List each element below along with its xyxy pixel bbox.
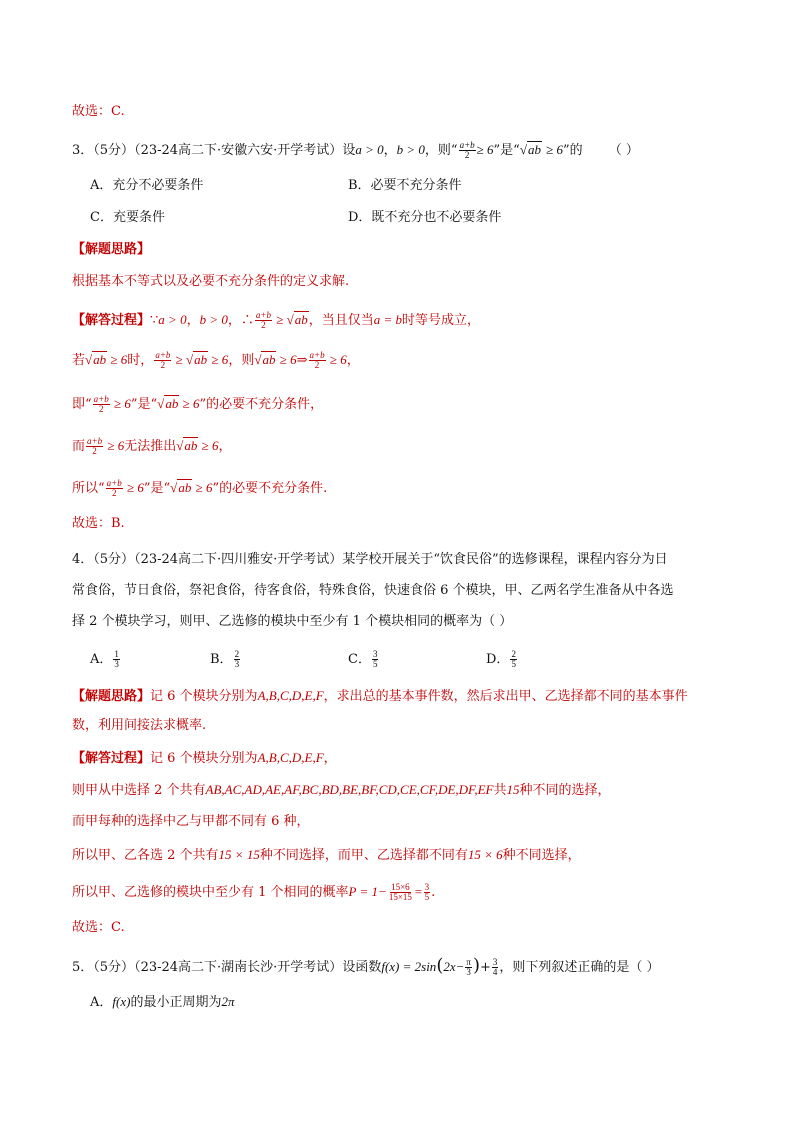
- q4-proc-line4: 所以甲、乙各选 2 个共有15 × 15种不同选择，而甲、乙选择都不同有15 × 6种不同选择，: [72, 847, 581, 863]
- q4-idea-line2: 数，利用间接法求概率.: [72, 718, 207, 733]
- q4-proc-line1: 【解答过程】记 6 个模块分别为A,B,C,D,E,F，: [72, 750, 337, 766]
- q4-stem-line1: 4．（5分）（23-24高二下·四川雅安·开学考试）某学校开展关于“饮食民俗”的选修课程，课程内容分为日: [72, 552, 668, 567]
- q3-math: ≥ 6: [476, 142, 494, 157]
- q3-answer: 故选：B.: [72, 516, 125, 531]
- q3-score: （5分）: [93, 143, 135, 158]
- q3-cond: a > 0: [355, 142, 384, 157]
- q3-proc-line1: 【解答过程】∵a > 0，b > 0，∴ $\frac{a+b}{2}$ ≥ √ab，当且仅当a = b时等号成立，: [72, 310, 481, 330]
- q4-option-b: B． $\frac{2}{3}$: [210, 649, 240, 669]
- q4-answer: 故选：C.: [72, 920, 125, 935]
- q4-stem-line3: 择 2 个模块学习，则甲、乙选修的模块中至少有 1 个模块相同的概率为（ ）: [72, 614, 513, 629]
- q3-option-b: B．必要不充分条件: [348, 178, 462, 193]
- q3-stem: 3．（5分）（23-24高二下·安徽六安·开学考试）设a > 0，b > 0，则“ $\frac{a+b}{2}$ ≥ 6”是“√ab ≥ 6”的 （ ）: [72, 140, 639, 160]
- q3-proc-line5: 所以“ $\frac{a+b}{2}$ ≥ 6”是“√ab ≥ 6”的必要不充分条件.: [72, 478, 328, 498]
- q3-text: ”的: [563, 143, 583, 158]
- q3-text: ”是“: [493, 143, 520, 158]
- q3-idea-text: 根据基本不等式以及必要不充分条件的定义求解.: [72, 274, 350, 289]
- q3-answer-paren: （ ）: [608, 143, 639, 158]
- q3-option-a: A．充分不必要条件: [90, 178, 204, 193]
- q3-cond: b > 0: [396, 142, 425, 157]
- frac-a-plus-b-over-2: $\frac{a+b}{2}$: [459, 140, 475, 160]
- q3-option-c: C．充要条件: [90, 210, 165, 225]
- q3-proc-line3: 即“ $\frac{a+b}{2}$ ≥ 6”是“√ab ≥ 6”的必要不充分条件，: [72, 394, 324, 414]
- q3-idea-tag: 【解题思路】: [72, 242, 151, 257]
- q4-idea-line1: 【解题思路】记 6 个模块分别为A,B,C,D,E,F，求出总的基本事件数，然后求出甲、乙选择都不同的基本事件: [72, 688, 688, 704]
- q4-proc-line3: 而甲每种的选择中乙与甲都不同有 6 种，: [72, 814, 310, 829]
- q3-number: 3．: [72, 143, 94, 158]
- q3-proc-line2: 若√ab ≥ 6时， $\frac{a+b}{2}$ ≥ √ab ≥ 6，则√ab ≥ 6⇒ $\frac{a+b}{2}$ ≥ 6，: [72, 350, 360, 370]
- q3-text: 设: [342, 143, 356, 158]
- answer-previous: 故选：C.: [72, 104, 125, 119]
- q4-stem-line2: 常食俗，节日食俗，祭祀食俗，待客食俗，特殊食俗，快速食俗 6 个模块，甲、乙两名学生准备从中各选: [72, 583, 674, 598]
- q4-option-d: D． $\frac{2}{5}$: [486, 649, 516, 669]
- q3-option-d: D．既不充分也不必要条件: [348, 210, 502, 225]
- q4-option-a: A． $\frac{1}{3}$: [90, 649, 119, 669]
- sqrt-ab: √ab: [519, 142, 541, 157]
- q3-proc-line4: 而 $\frac{a+b}{2}$ ≥ 6无法推出√ab ≥ 6，: [72, 436, 232, 456]
- frac-probability: $\frac{15\times 6}{15\times 15}$: [388, 882, 412, 902]
- q4-proc-line5: 所以甲、乙选修的模块中至少有 1 个相同的概率P = 1− $\frac{15\times 6}{15\times 15}$ = $\frac{3}{5}$ .: [72, 882, 436, 902]
- q5-option-a: A．f(x)的最小正周期为2π: [90, 994, 235, 1010]
- q3-text: ，则“: [424, 143, 458, 158]
- q4-proc-line2: 则甲从中选择 2 个共有AB,AC,AD,AE,AF,BC,BD,BE,BF,CD,CE,CF,DE,DF,EF共15种不同的选择，: [72, 782, 611, 798]
- q3-math: ≥ 6: [546, 142, 563, 157]
- q3-source: （23-24高二下·安徽六安·开学考试）: [134, 143, 343, 158]
- q5-stem: 5．（5分）（23-24高二下·湖南长沙·开学考试）设函数f(x) = 2sin(2x− $\frac{\pi}{3}$ )+ $\frac{3}{4}$ ，则下列叙述正确的是（ ）: [72, 955, 660, 977]
- q3-proc-tag: 【解答过程】: [72, 313, 151, 328]
- q4-option-c: C． $\frac{3}{5}$: [348, 649, 378, 669]
